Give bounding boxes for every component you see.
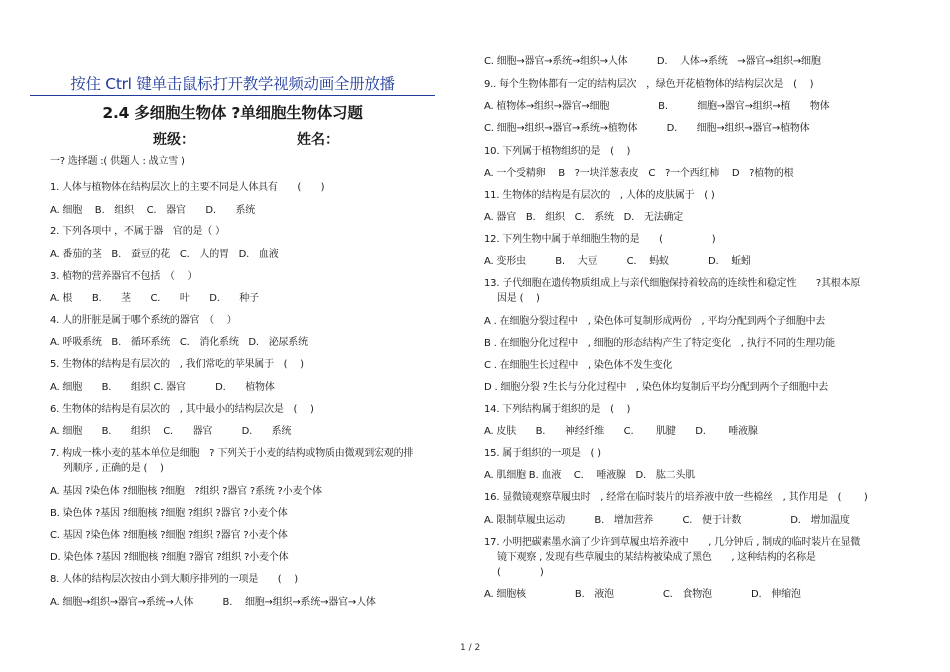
question-13-cont: 因是 ( ) xyxy=(497,293,540,304)
question-7-option-b: B. 染色体 ?基因 ?细胞核 ?细胞 ?组织 ?器官 ?小麦个体 xyxy=(50,508,288,519)
question-13-option-d: D . 细胞分裂 ?生长与分化过程中 , 染色体均复制后平均分配到两个子细胞中去 xyxy=(484,382,829,393)
question-3: 3. 植物的营养器官不包括 （ ） xyxy=(50,271,198,282)
question-2: 2. 下列各项中 ，不属于器 官的是（ ） xyxy=(50,226,225,237)
question-8-options-ab: A. 细胞→组织→器官→系统→人体 B. 细胞→组织→系统→器官→人体 xyxy=(50,597,376,608)
question-7-option-a: A. 基因 ?染色体 ?细胞核 ?细胞 ?组织 ?器官 ?系统 ?小麦个体 xyxy=(50,486,322,497)
section-heading: 一? 选择题 :( 供题人 : 战立雪 ) xyxy=(50,156,185,167)
page-title: 2.4 多细胞生物体 ?单细胞生物体习题 xyxy=(102,104,363,122)
question-10-options: A. 一个受精卵 B ?一块洋葱表皮 C ?一个西红柿 D ?植物的根 xyxy=(484,168,794,179)
question-1-options: A. 细胞 B. 组织 C. 器官 D. 系统 xyxy=(50,205,256,216)
question-12-options: A. 变形虫 B. 大豆 C. 蚂蚁 D. 蚯蚓 xyxy=(484,256,751,267)
question-4: 4. 人的肝脏是属于哪个系统的器官 （ ） xyxy=(50,315,237,326)
question-12: 12. 下列生物中属于单细胞生物的是 ( ) xyxy=(484,234,716,245)
question-7: 7. 构成一株小麦的基本单位是细胞 ? 下列关于小麦的结构或物质由微观到宏观的排 xyxy=(50,448,414,459)
question-17-cont: 镜下观察 , 发现有些草履虫的某结构被染成了黑色 , 这种结构的名称是 xyxy=(497,552,816,563)
question-4-options: A. 呼吸系统 B. 循环系统 C. 消化系统 D. 泌尿系统 xyxy=(50,337,308,348)
question-17: 17. 小明把碳素墨水滴了少许到草履虫培养液中 , 几分钟后 , 制成的临时装片在显微 xyxy=(484,537,861,548)
question-6: 6. 生物体的结构是有层次的 , 其中最小的结构层次是 ( ) xyxy=(50,404,314,415)
question-5: 5. 生物体的结构是有层次的 , 我们常吃的苹果属于 ( ) xyxy=(50,359,304,370)
question-15-options: A. 肌细胞 B. 血液 C. 唾液腺 D. 肱二头肌 xyxy=(484,470,696,481)
question-15: 15. 属于组织的一项是 ( ) xyxy=(484,448,601,459)
question-11-options: A. 器官 B. 组织 C. 系统 D. 无法确定 xyxy=(484,212,684,223)
question-16: 16. 显微镜观察草履虫时 , 经常在临时装片的培养液中放一些棉丝 , 其作用是 ( ) xyxy=(484,492,868,503)
video-link[interactable]: 按住 Ctrl 键单击鼠标打开教学视频动画全册放播 xyxy=(30,72,435,96)
question-6-options: A. 细胞 B. 组织 C. 器官 D. 系统 xyxy=(50,426,292,437)
question-14-options: A. 皮肤 B. 神经纤维 C. 肌腱 D. 唾液腺 xyxy=(484,426,758,437)
question-7-cont: 列顺序 , 正确的是 ( ) xyxy=(63,463,164,474)
question-13-option-c: C . 在细胞生长过程中 , 染色体不发生变化 xyxy=(484,360,673,371)
question-8: 8. 人体的结构层次按由小到大顺序排列的一项是 ( ) xyxy=(50,574,298,585)
question-2-options: A. 番茄的茎 B. 蚕豆的花 C. 人的胃 D. 血液 xyxy=(50,249,279,260)
question-14: 14. 下列结构属于组织的是 ( ) xyxy=(484,404,631,415)
question-3-options: A. 根 B. 茎 C. 叶 D. 种子 xyxy=(50,293,259,304)
question-7-option-c: C. 基因 ?染色体 ?细胞核 ?细胞 ?组织 ?器官 ?小麦个体 xyxy=(50,530,288,541)
question-1: 1. 人体与植物体在结构层次上的主要不同是人体具有 ( ) xyxy=(50,182,325,193)
name-field-label: 姓名： xyxy=(297,132,339,148)
page-number: 1 / 2 xyxy=(460,643,481,653)
question-9-options-ab: A. 植物体→组织→器官→细胞 B. 细胞→器官→组织→植 物体 xyxy=(484,101,830,112)
question-11: 11. 生物体的结构是有层次的 , 人体的皮肤属于 ( ) xyxy=(484,190,715,201)
question-5-options: A. 细胞 B. 组织 C. 器官 D. 植物体 xyxy=(50,382,275,393)
question-16-options: A. 限制草履虫运动 B. 增加营养 C. 便于计数 D. 增加温度 xyxy=(484,515,850,526)
question-10: 10. 下列属于植物组织的是 ( ) xyxy=(484,146,631,157)
question-17-blank: ( ) xyxy=(497,567,544,578)
question-13: 13. 子代细胞在遗传物质组成上与亲代细胞保持着较高的连续性和稳定性 ?其根本原 xyxy=(484,278,861,289)
question-7-option-d: D. 染色体 ?基因 ?细胞核 ?细胞 ?器官 ?组织 ?小麦个体 xyxy=(50,552,289,563)
question-17-options: A. 细胞核 B. 液泡 C. 食物泡 D. 伸缩泡 xyxy=(484,589,801,600)
question-8-options-cd: C. 细胞→器官→系统→组织→人体 D. 人体→系统 →器官→组织→细胞 xyxy=(484,56,821,67)
question-13-option-a: A . 在细胞分裂过程中 , 染色体可复制形成两份 , 平均分配到两个子细胞中去 xyxy=(484,316,826,327)
question-13-option-b: B . 在细胞分化过程中 , 细胞的形态结构产生了特定变化 , 执行不同的生理功能 xyxy=(484,338,835,349)
question-9: 9.. 每个生物体都有一定的结构层次 ，绿色开花植物体的结构层次是 ( ) xyxy=(484,79,814,90)
class-field-label: 班级： xyxy=(153,132,195,148)
question-9-options-cd: C. 细胞→组织→器官→系统→植物体 D. 细胞→组织→器官→植物体 xyxy=(484,123,810,134)
